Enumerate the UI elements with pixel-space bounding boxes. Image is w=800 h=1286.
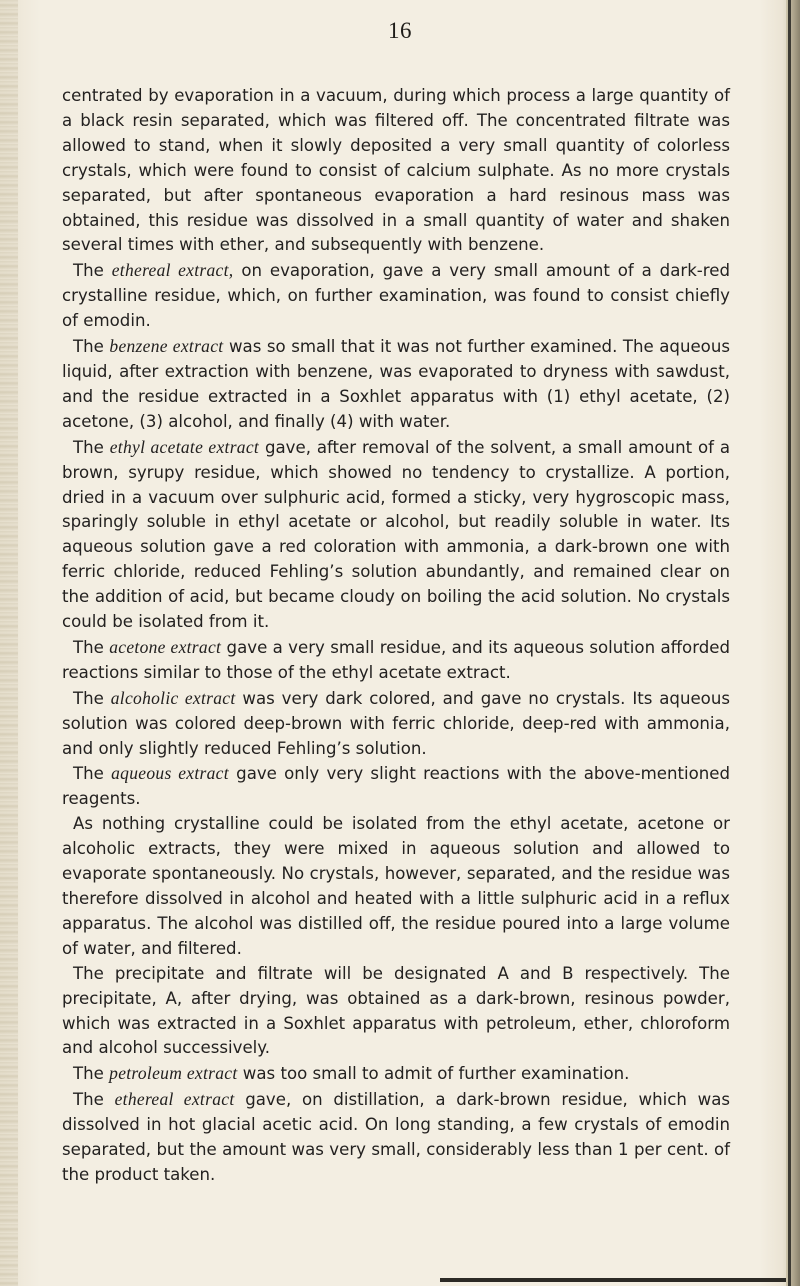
italic-term: petroleum extract [109,1063,238,1084]
body-text [62,84,730,1188]
paragraph-text: The [73,261,112,281]
italic-term: ethereal extract, [111,260,234,281]
italic-term: alcoholic extract [110,687,236,708]
paragraph [62,1061,730,1087]
paragraph-text: was so small that it was not further examined. The aqueous liquid, after extraction with benzene, was evaporated to dryness with sawdust, and the residue extracted in a Soxhlet apparatus with (1) ethyl acetate, (2) acetone, (3) alcohol, and finally (4) with water. [62,337,730,431]
italic-term: ethyl acetate extract [109,436,260,457]
page-left-edge [0,0,18,1286]
paragraph [62,1087,730,1188]
paragraph [62,84,730,258]
paragraph-text: The [73,437,110,457]
paragraph-text: The [73,637,110,657]
paragraph-text: The [73,764,112,784]
page-right-edge [786,0,800,1286]
paragraph-text: was too small to admit of further examination. [237,1064,630,1084]
paragraph-text: The [73,1090,115,1110]
paragraph [62,334,730,435]
paragraph-text: gave, after removal of the solvent, a small amount of a brown, syrupy residue, which showed no tendency to crystallize. A portion, dried in a vacuum over sulphuric acid, formed a sticky, very hygroscopic mass, sparingly soluble in ethyl acetate or alcohol, but readily soluble in water. Its aqueous solution gave a red coloration with ammonia, a dark-brown one with ferric chloride, reduced Fehling’s solution abundantly, and remained clear on the addition of acid, but became cloudy on boiling the acid solution. No crystals could be isolated from it. [62,437,730,632]
italic-term: benzene extract [109,336,224,357]
paragraph-text: on evaporation, gave a very small amount of a dark-red crystalline residue, which, on further examination, was found to consist chiefly of emodin. [62,261,730,331]
paragraph [62,962,730,1062]
page-number: 16 [388,18,412,43]
paragraph [62,761,730,812]
paragraph-text: The [73,337,110,357]
paragraph-text: The [73,688,111,708]
paragraph [62,258,730,334]
paragraph [62,686,730,762]
paragraph [62,435,730,635]
bottom-edge-shadow [440,1278,786,1282]
paragraph-text: centrated by evaporation in a vacuum, during which process a large quantity of a black resin separated, which was filtered off. The concentrated filtrate was allowed to stand, when it slowly deposited a very small quantity of colorless crystals, which were found to consist of calcium sulphate. As no more crystals separated, but after spontaneous evaporation a hard resinous mass was obtained, this residue was dissolved in a small quantity of water and shaken several times with ether, and subsequently with benzene. [62,86,730,255]
paragraph-text: As nothing crystalline could be isolated from the ethyl acetate, acetone or alcoholic extracts, they were mixed in aqueous solution and allowed to evaporate spontaneously. No crystals, however, separated, and the residue was therefore dissolved in alcohol and heated with a little sulphuric acid in a reflux apparatus. The alcohol was distilled off, the residue poured into a large volume of water, and filtered. [62,814,730,958]
paragraph-text: gave, on distillation, a dark-brown residue, which was dissolved in hot glacial acetic acid. On long standing, a few crystals of emodin separated, but the amount was very small, considerably less than 1 per cent. of the product taken. [62,1090,731,1184]
paragraph-text: gave only very slight reactions with the above-mentioned reagents. [62,764,730,809]
italic-term: aqueous extract [111,763,229,784]
paragraph-text: gave a very small residue, and its aqueous solution afforded reactions similar to those of the ethyl acetate extract. [62,637,731,682]
italic-term: acetone extract [109,636,222,657]
paragraph-text: was very dark colored, and gave no crystals. Its aqueous solution was colored deep-brown with ferric chloride, deep-red with ammonia, and only slightly reduced Fehling’s solution. [62,688,730,758]
paragraph-text: The [73,1064,110,1084]
paragraph-text: The precipitate and filtrate will be designated A and B respectively. The precipitate, A, after drying, was obtained as a dark-brown, resinous powder, which was extracted in a Soxhlet apparatus with petroleum, ether, chloroform and alcohol successively. [62,963,730,1058]
paragraph [62,812,730,961]
italic-term: ethereal extract [114,1089,235,1110]
paragraph [62,635,730,686]
